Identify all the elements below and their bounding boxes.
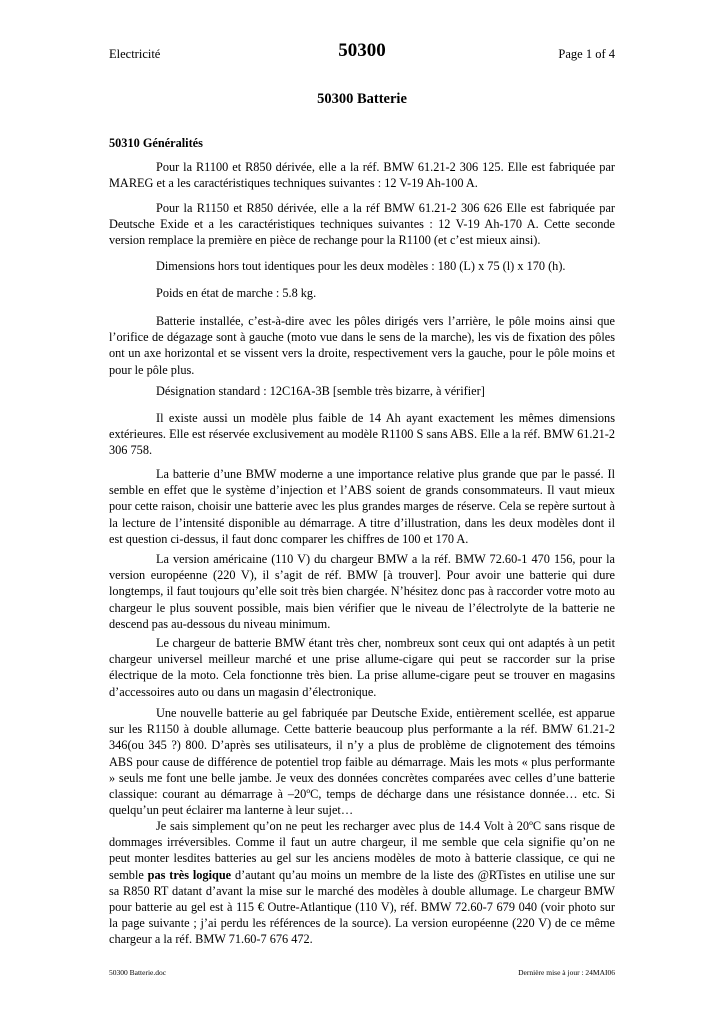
paragraph-text-end: d’autant qu’au moins un membre de la liste des @RTistes en utilise une sur sa R850 RT datant d’avant la mise sur le marché des modèles à double allumage. Le chargeur BMW pour batterie au gel est à 115 € Outre-Atlantique (110 V), réf. BMW 72.60-7 679 040 (voir photo sur la page suivante ; j’ai perdu les références de la source). La version européenne (220 V) de ce même chargeur a la réf. BMW 71.60-7 676 472.: [109, 867, 616, 947]
header-page-number: Page 1 of 4: [558, 47, 615, 61]
paragraph: La version américaine (110 V) du chargeur BMW a la réf. BMW 72.60-1 470 156, pour la version européenne (220 V), il s’agit de réf. BMW [à trouver]. Pour avoir une batterie qui dure longtemps, il faut toujours qu’elle soit très bien chargée. N’hésitez donc pas à raccorder votre moto au chargeur le plus souvent possible, mais bien vérifier que le niveau de l’électrolyte de la batterie ne descend pas au-dessous du niveau minimum.: [109, 552, 615, 631]
paragraph: Désignation standard : 12C16A-3B [semble très bizarre, à vérifier]: [156, 384, 485, 398]
paragraph: La batterie d’une BMW moderne a une importance relative plus grande que par le passé. Il semble en effet que le système d’injection et l’ABS soient de grands consommateurs. Il vaut mieux pour cette raison, choisir une batterie avec les plus grandes marges de réserve. Cela se repère surtout à la lecture de l’intensité disponible au démarrage. A titre d’illustration, dans les deux modèles dont il est question ci-dessus, il faut donc comparer les chiffres de 100 et 170 A.: [109, 467, 615, 546]
paragraph: Dimensions hors tout identiques pour les deux modèles : 180 (L) x 75 (l) x 170 (h).: [156, 259, 566, 273]
paragraph: Batterie installée, c’est-à-dire avec les pôles dirigés vers l’arrière, le pôle moins ainsi que l’orifice de dégazage sont à gauche (moto vue dans le sens de la marche), les vis de fixation des pôles ont un axe horizontal et se vissent vers la droite, respectivement vers la gauche, pour le pôle moins et pour le pôle plus.: [109, 314, 615, 377]
footer-last-update: Dernière mise à jour : 24MAI06: [518, 968, 615, 977]
paragraph-text-start: Je sais simplement qu’on ne peut les recharger avec plus de 14.4 Volt à 20ºC sans risque de dommages irréversibles. Comme il faut un autre chargeur, il me semble que cela signifie qu’on ne peut monter lesdites batteries au gel sur les anciens modèles de moto à batterie classique, ce qui ne semble: [109, 819, 615, 882]
paragraph: [109, 818, 615, 948]
paragraph: Le chargeur de batterie BMW étant très cher, nombreux sont ceux qui ont adaptés à un petit chargeur universel meilleur marché et une prise allume-cigare qui peut se raccorder sur la prise électrique de la moto. Cela fonctionne très bien. La prise allume-cigare peut se trouver en magasins d’accessoires auto ou dans un magasin d’électronique.: [109, 636, 615, 699]
header-code: 50300: [338, 40, 386, 61]
paragraph: Une nouvelle batterie au gel fabriquée par Deutsche Exide, entièrement scellée, est apparue sur les R1150 à double allumage. Cette batterie beaucoup plus performante a la réf. BMW 61.21-2 346(ou 345 ?) 800. D’après ses utilisateurs, il n’y a plus de problème de clignotement des témoins ABS pour cause de différence de potentiel trop faible au démarrage. Mais les mots « plus performante » seuls me font une belle jambe. Je veux des données concrètes comparées avec celles d’une batterie classique: courant au démarrage à –20ºC, temps de décharge dans une résistance donnée… etc. Si quelqu’un peut éclairer ma lanterne à leur sujet…: [109, 706, 615, 818]
paragraph-bold-phrase: pas très logique: [147, 867, 232, 882]
section-heading: 50310 Généralités: [109, 136, 203, 150]
paragraph: Il existe aussi un modèle plus faible de 14 Ah ayant exactement les mêmes dimensions extérieures. Elle est réservée exclusivement au modèle R1100 S sans ABS. Elle a la réf. BMW 61.21-2 306 758.: [109, 411, 615, 458]
paragraph: Pour la R1100 et R850 dérivée, elle a la réf. BMW 61.21-2 306 125. Elle est fabriquée par MAREG et a les caractéristiques techniques suivantes : 12 V-19 Ah-100 A.: [109, 160, 615, 191]
paragraph: Poids en état de marche : 5.8 kg.: [156, 286, 317, 300]
header-chapter: Electricité: [109, 47, 161, 61]
paragraph: Pour la R1150 et R850 dérivée, elle a la réf BMW 61.21-2 306 626 Elle est fabriquée par Deutsche Exide et a les caractéristiques techniques suivantes : 12 V-19 Ah-170 A. Cette seconde version remplace la première en pièce de rechange pour la R1100 (et c’est mieux ainsi).: [109, 201, 615, 248]
document-title: 50300 Batterie: [317, 91, 407, 107]
footer-filename: 50300 Batterie.doc: [109, 968, 167, 977]
